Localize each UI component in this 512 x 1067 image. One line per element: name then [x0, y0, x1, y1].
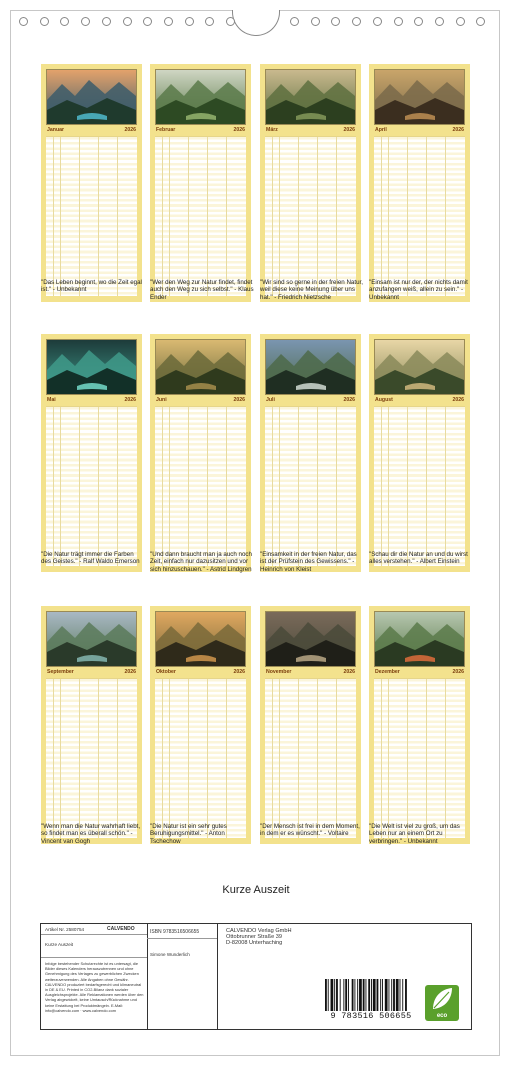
month-header [265, 397, 356, 405]
month-year: 2026 [343, 669, 355, 675]
publisher-street: Ottobrunner Straße 39 [226, 934, 282, 940]
binding-hole [331, 17, 340, 26]
grid-column-line [207, 407, 208, 566]
month-year: 2026 [343, 397, 355, 403]
month-block [369, 606, 470, 844]
month-quote: "Einsamkeit in der freien Natur, das ist der Prüfstein des Gewissens." - Heinrich von Kleist [260, 551, 357, 573]
grid-column-line [426, 679, 427, 838]
grid-column-line [60, 137, 61, 296]
month-quote: "Die Natur trägt immer die Farben des Geistes." - Ralf Waldo Emerson [41, 551, 140, 566]
month-photo [265, 69, 356, 125]
month-quote: "Die Welt ist viel zu groß, um das Leben nur an einem Ort zu verbringen." - Unbekannt [369, 823, 460, 845]
grid-column-line [188, 679, 189, 838]
binding-hole [352, 17, 361, 26]
planner-grid[interactable] [46, 406, 137, 566]
grid-column-line [207, 679, 208, 838]
grid-column-line [298, 407, 299, 566]
product-title-row [41, 935, 147, 958]
grid-column-line [272, 679, 273, 838]
month-quote: "Das Leben beginnt, wo die Zeit egal ist." - Unbekannt [41, 279, 142, 294]
grid-column-line [317, 137, 318, 296]
binding-hole [456, 17, 465, 26]
binding-hole [290, 17, 299, 26]
month-header [46, 397, 137, 405]
month-photo [46, 339, 137, 395]
grid-column-line [53, 407, 54, 566]
month-quote: "Einsam ist nur der, der nichts damit anzufangen weiß, allein zu sein." - Unbekannt [369, 279, 468, 301]
grid-column-line [98, 679, 99, 838]
month-block [41, 606, 142, 844]
month-name: Juli [266, 397, 275, 403]
binding-hole [81, 17, 90, 26]
month-name: Juni [156, 397, 167, 403]
grid-column-line [426, 137, 427, 296]
binding-hole [60, 17, 69, 26]
planner-grid[interactable] [265, 678, 356, 838]
month-photo [374, 339, 465, 395]
grid-column-line [388, 137, 389, 296]
grid-column-line [117, 137, 118, 296]
month-photo [374, 611, 465, 667]
grid-column-line [381, 137, 382, 296]
month-quote: "Und dann braucht man ja auch noch Zeit, einfach nur dazusitzen und vor sich hinzuschauen." - Astrid Lindgren [150, 551, 252, 573]
month-photo [265, 339, 356, 395]
month-block [260, 334, 361, 572]
month-block [369, 334, 470, 572]
month-name: Dezember [375, 669, 400, 675]
publisher-city: D-82008 Unterhaching [226, 940, 283, 946]
grid-column-line [272, 407, 273, 566]
binding-hole [185, 17, 194, 26]
planner-grid[interactable] [374, 678, 465, 838]
month-photo [155, 339, 246, 395]
month-block [150, 334, 251, 572]
month-quote: "Wenn man die Natur wahrhaft liebt, so findet man es überall schön." - Vincent van Gogh [41, 823, 141, 845]
binding-hole [226, 17, 235, 26]
month-photo [46, 611, 137, 667]
month-year: 2026 [233, 669, 245, 675]
grid-column-line [426, 407, 427, 566]
grid-column-line [60, 407, 61, 566]
month-quote: "Wir sind so gerne in der freien Natur, weil diese keine Meinung über uns hat." - Friedrich Nietzsche [260, 279, 363, 301]
month-name: Februar [156, 127, 176, 133]
binding-hole [102, 17, 111, 26]
grid-column-line [407, 679, 408, 838]
grid-column-line [188, 407, 189, 566]
publisher-name: CALVENDO Verlag GmbH [226, 928, 292, 934]
grid-column-line [117, 407, 118, 566]
month-block [260, 64, 361, 302]
month-year: 2026 [452, 397, 464, 403]
grid-column-line [381, 679, 382, 838]
month-header [265, 669, 356, 677]
month-year: 2026 [452, 127, 464, 133]
grid-column-line [279, 137, 280, 296]
month-name: April [375, 127, 387, 133]
month-name: Januar [47, 127, 65, 133]
barcode [321, 979, 421, 1019]
binding-hole [311, 17, 320, 26]
grid-column-line [388, 679, 389, 838]
binding-hole [19, 17, 28, 26]
eco-label: eco [436, 1013, 448, 1019]
month-header [265, 127, 356, 135]
month-photo [374, 69, 465, 125]
grid-column-line [79, 137, 80, 296]
month-header [46, 669, 137, 677]
month-quote: "Die Natur ist ein sehr gutes Beruhigungsmittel." - Anton Tschechow [150, 823, 227, 845]
binding-hole [40, 17, 49, 26]
grid-column-line [445, 407, 446, 566]
product-title: Kurze Auszeit [45, 942, 74, 947]
grid-column-line [188, 137, 189, 296]
binding-hole [435, 17, 444, 26]
grid-column-line [407, 137, 408, 296]
binding-hole [123, 17, 132, 26]
grid-column-line [162, 137, 163, 296]
grid-column-line [98, 137, 99, 296]
binding-holes [0, 17, 512, 31]
grid-column-line [53, 137, 54, 296]
grid-column-line [226, 137, 227, 296]
imprint-box [40, 923, 472, 1030]
grid-column-line [207, 137, 208, 296]
month-name: Oktober [156, 669, 176, 675]
month-year: 2026 [124, 397, 136, 403]
binding-hole [476, 17, 485, 26]
planner-grid[interactable] [46, 136, 137, 296]
month-year: 2026 [233, 397, 245, 403]
grid-column-line [317, 679, 318, 838]
month-block [41, 334, 142, 572]
imprint-middle-column [147, 924, 218, 1029]
planner-grid[interactable] [265, 136, 356, 296]
planner-grid[interactable] [374, 136, 465, 296]
eco-badge [425, 985, 459, 1021]
grid-column-line [79, 407, 80, 566]
month-year: 2026 [343, 127, 355, 133]
binding-hole [373, 17, 382, 26]
month-header [46, 127, 137, 135]
legal-text: Infolge bestehender Schutzrechte ist es untersagt, die Bilder dieses Kalenders herauszutrennen und ohne Genehmigung des Verlages zu gewerblichen Zwecken weiterzuverwenden. Alle Angaben ohne Gewähr. CALVENDO produziert bedarfsgerecht und klimaneutral in DE & EU. Printed in CO2-Bilanz dank sozialer Ausgleichsprojekte. Alle Reklamationen werden über den Verlag abgewickelt, keine Umtausch/Rücknahme und keine Erstattung bei Produktmängeln. E-Mail: info@calvendo.com · www.calvendo.com [45, 961, 144, 1013]
month-year: 2026 [233, 127, 245, 133]
month-block [150, 606, 251, 844]
month-year: 2026 [124, 127, 136, 133]
grid-column-line [336, 679, 337, 838]
grid-column-line [336, 407, 337, 566]
binding-hole [394, 17, 403, 26]
month-name: September [47, 669, 74, 675]
grid-column-line [169, 407, 170, 566]
month-quote: "Schau dir die Natur an und du wirst alles verstehen." - Albert Einstein [369, 551, 468, 566]
grid-column-line [279, 407, 280, 566]
grid-column-line [407, 407, 408, 566]
calendar-title: Kurze Auszeit [222, 884, 290, 896]
month-photo [265, 611, 356, 667]
binding-hole [164, 17, 173, 26]
month-header [155, 397, 246, 405]
grid-column-line [79, 679, 80, 838]
grid-column-line [53, 679, 54, 838]
planner-grid[interactable] [155, 136, 246, 296]
grid-column-line [298, 137, 299, 296]
planner-grid[interactable] [155, 406, 246, 566]
grid-column-line [336, 137, 337, 296]
isbn: ISBN 9783516506655 [150, 929, 200, 935]
author: Simone Wunderlich [150, 952, 190, 957]
month-header [155, 669, 246, 677]
month-header [374, 397, 465, 405]
month-year: 2026 [452, 669, 464, 675]
binding-hole [205, 17, 214, 26]
month-header [155, 127, 246, 135]
grid-column-line [298, 679, 299, 838]
grid-column-line [162, 679, 163, 838]
month-block [41, 64, 142, 302]
month-block [150, 64, 251, 302]
barcode-bars [321, 979, 421, 1011]
grid-column-line [279, 679, 280, 838]
leaf-icon [425, 985, 459, 1013]
article-number: Artikel Nr. 2580754 [45, 927, 85, 932]
article-row [41, 924, 147, 935]
month-block [369, 64, 470, 302]
month-name: November [266, 669, 292, 675]
grid-column-line [60, 679, 61, 838]
month-header [374, 669, 465, 677]
brand-logo: CALVENDO [107, 926, 135, 932]
month-quote: "Der Mensch ist frei in dem Moment, in dem er es wünscht." - Voltaire [260, 823, 360, 838]
grid-column-line [117, 679, 118, 838]
month-photo [155, 69, 246, 125]
grid-column-line [169, 679, 170, 838]
grid-column-line [98, 407, 99, 566]
barcode-digits: 9 783516 506655 [330, 1011, 412, 1021]
month-name: Mai [47, 397, 56, 403]
month-name: August [375, 397, 393, 403]
planner-grid[interactable] [265, 406, 356, 566]
month-block [260, 606, 361, 844]
planner-grid[interactable] [155, 678, 246, 838]
grid-column-line [226, 407, 227, 566]
month-year: 2026 [124, 669, 136, 675]
grid-column-line [388, 407, 389, 566]
month-photo [155, 611, 246, 667]
month-header [374, 127, 465, 135]
month-name: März [266, 127, 278, 133]
grid-column-line [162, 407, 163, 566]
grid-column-line [226, 679, 227, 838]
grid-column-line [317, 407, 318, 566]
planner-grid[interactable] [46, 678, 137, 838]
imprint-left-column [41, 924, 148, 1029]
grid-column-line [445, 137, 446, 296]
month-quote: "Wer den Weg zur Natur findet, findet auch den Weg zu sich selbst." - Klaus Ender [150, 279, 254, 301]
grid-column-line [445, 679, 446, 838]
binding-hole [143, 17, 152, 26]
month-photo [46, 69, 137, 125]
grid-column-line [169, 137, 170, 296]
binding-hole [414, 17, 423, 26]
planner-grid[interactable] [374, 406, 465, 566]
grid-column-line [272, 137, 273, 296]
grid-column-line [381, 407, 382, 566]
